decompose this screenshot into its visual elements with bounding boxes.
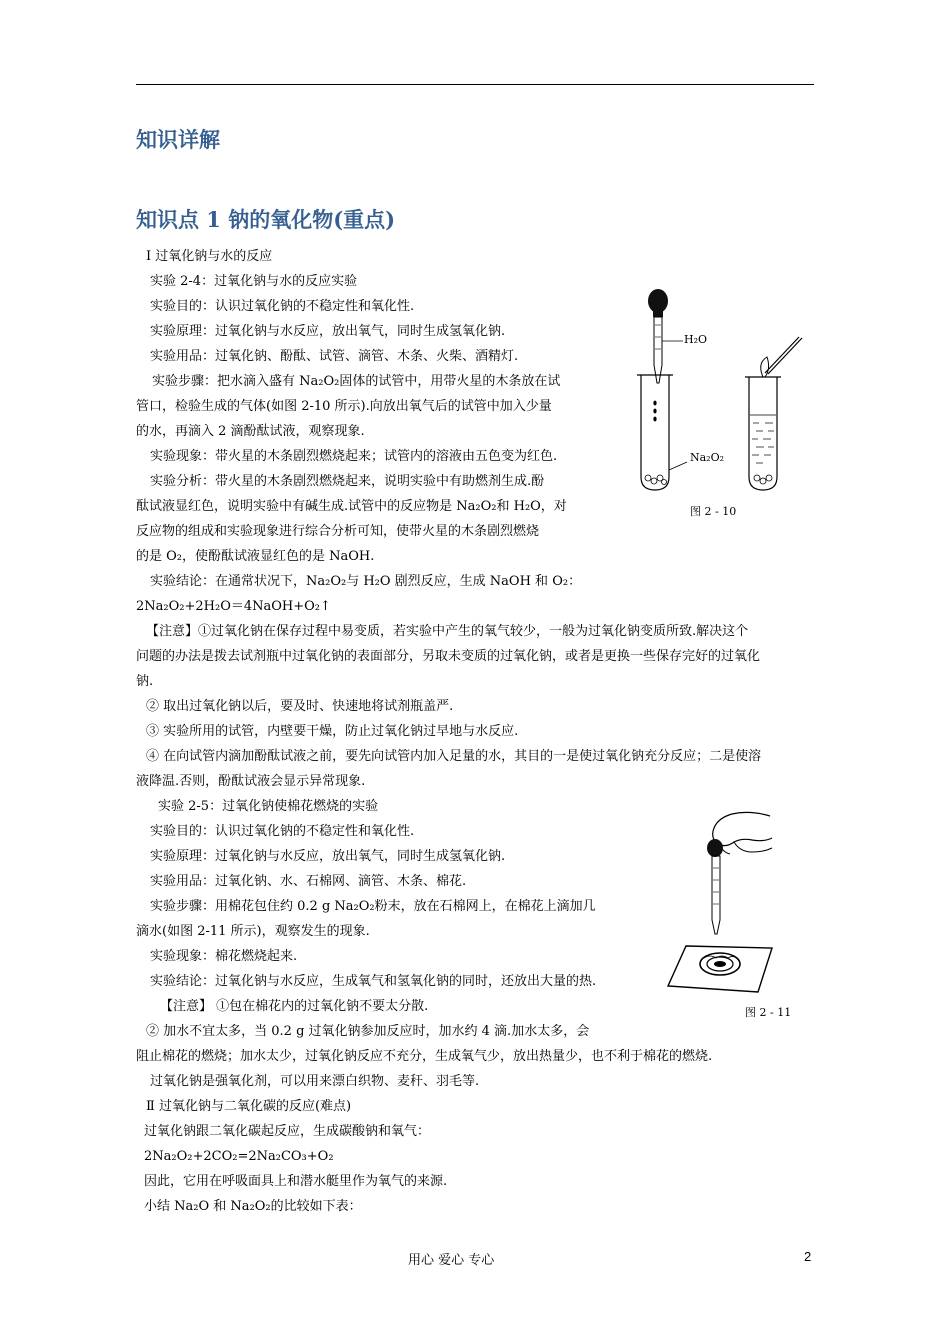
note-line: 【注意】 ①包在棉花内的过氧化钠不要太分散. xyxy=(160,999,429,1014)
page-number: 2 xyxy=(804,1249,812,1264)
note-line: ② 加水不宜太多，当 0.2 g 过氧化钠参加反应时，加水约 4 滴.加水太多，会 xyxy=(146,1024,590,1039)
text-line: 实验原理：过氧化钠与水反应，放出氧气，同时生成氢氧化钠. xyxy=(150,324,506,339)
text-line: 实验 2-5：过氧化钠使棉花燃烧的实验 xyxy=(158,799,379,814)
text-line: 滴水(如图 2-11 所示)，观察发生的现象. xyxy=(136,924,370,939)
subsection-heading-1: Ⅰ 过氧化钠与水的反应 xyxy=(146,249,273,264)
text-line: 管口，检验生成的气体(如图 2-10 所示).向放出氧气后的试管中加入少量 xyxy=(136,399,552,414)
text-line: 过氧化钠跟二氧化碳起反应，生成碳酸钠和氧气： xyxy=(144,1124,431,1139)
text-line: 实验目的：认识过氧化钠的不稳定性和氧化性. xyxy=(150,299,415,314)
note-line: 问题的办法是拨去试剂瓶中过氧化钠的表面部分，另取未变质的过氧化钠，或者是更换一些保存完好的过氧化 xyxy=(136,649,761,664)
note-line: ③ 实验所用的试管，内壁要干燥，防止过氧化钠过早地与水反应. xyxy=(146,724,519,739)
text-line: 实验步骤：把水滴入盛有 Na₂O₂固体的试管中，用带火星的木条放在试 xyxy=(152,374,561,389)
text-line: 实验分析：带火星的木条剧烈燃烧起来，说明实验中有助燃剂生成.酚 xyxy=(150,474,545,489)
subsection-heading-2: Ⅱ 过氧化钠与二氧化碳的反应(难点) xyxy=(146,1099,352,1114)
header-rule xyxy=(136,84,814,85)
figure-2-11 xyxy=(660,808,780,1000)
equation-2: 2Na₂O₂+2CO₂=2Na₂CO₃+O₂ xyxy=(144,1149,334,1164)
section-heading: 知识详解 xyxy=(136,127,220,152)
text-line: 实验现象：棉花燃烧起来. xyxy=(150,949,298,964)
label-h2o: H₂O xyxy=(684,333,708,346)
text-line: 的水，再滴入 2 滴酚酞试液，观察现象. xyxy=(136,424,365,439)
text-line: 实验用品：过氧化钠、酚酞、试管、滴管、木条、火柴、酒精灯. xyxy=(150,349,519,364)
text-line: 实验用品：过氧化钠、水、石棉网、滴管、木条、棉花. xyxy=(150,874,467,889)
text-line: 的是 O₂，使酚酞试液显红色的是 NaOH. xyxy=(136,549,375,564)
note-line: ② 取出过氧化钠以后，要及时、快速地将试剂瓶盖严. xyxy=(146,699,454,714)
text-line: 实验现象：带火星的木条剧烈燃烧起来；试管内的溶液由五色变为红色. xyxy=(150,449,558,464)
text-line: 因此，它用在呼吸面具上和潜水艇里作为氧气的来源. xyxy=(144,1174,448,1189)
note-line: 液降温.否则，酚酞试液会显示异常现象. xyxy=(136,774,366,789)
equation-1: 2Na₂O₂+2H₂O＝4NaOH+O₂↑ xyxy=(136,599,331,614)
text-line: 过氧化钠是强氧化剂，可以用来漂白织物、麦秆、羽毛等. xyxy=(150,1074,480,1089)
text-line: 酞试液显红色，说明实验中有碱生成.试管中的反应物是 Na₂O₂和 H₂O，对 xyxy=(136,499,567,514)
note-line: 阻止棉花的燃烧；加水太少，过氧化钠反应不充分，生成氧气少，放出热量少，也不利于棉花的燃烧. xyxy=(136,1049,713,1064)
figure-2-10 xyxy=(625,285,815,500)
footer-slogan: 用心 爱心 专心 xyxy=(408,1253,495,1268)
text-line: 反应物的组成和实验现象进行综合分析可知，使带火星的木条剧烈燃烧 xyxy=(136,524,540,539)
label-na2o2: Na₂O₂ xyxy=(690,451,725,464)
text-line: 实验步骤：用棉花包住约 0.2 g Na₂O₂粉末，放在石棉网上，在棉花上滴加几 xyxy=(150,899,596,914)
text-line: 实验 2-4：过氧化钠与水的反应实验 xyxy=(150,274,358,289)
figure-2-11-caption: 图 2 - 11 xyxy=(745,1006,792,1019)
text-line: 实验目的：认识过氧化钠的不稳定性和氧化性. xyxy=(150,824,415,839)
text-line: 实验结论：过氧化钠与水反应，生成氧气和氢氧化钠的同时，还放出大量的热. xyxy=(150,974,597,989)
note-line: 钠. xyxy=(136,674,154,689)
text-line: 实验原理：过氧化钠与水反应，放出氧气，同时生成氢氧化钠. xyxy=(150,849,506,864)
note-line: 【注意】①过氧化钠在保存过程中易变质，若实验中产生的氧气较少，一般为过氧化钠变质所致.解决这个 xyxy=(146,624,749,639)
note-line: ④ 在向试管内滴加酚酞试液之前，要先向试管内加入足量的水，其目的一是使过氧化钠充分反应；二是使溶 xyxy=(146,749,762,764)
text-line: 小结 Na₂O 和 Na₂O₂的比较如下表： xyxy=(144,1199,362,1214)
text-line: 实验结论：在通常状况下，Na₂O₂与 H₂O 剧烈反应，生成 NaOH 和 O₂： xyxy=(150,574,582,589)
figure-2-10-caption: 图 2 - 10 xyxy=(690,505,737,518)
topic-heading: 知识点 1 钠的氧化物(重点) xyxy=(136,207,396,232)
